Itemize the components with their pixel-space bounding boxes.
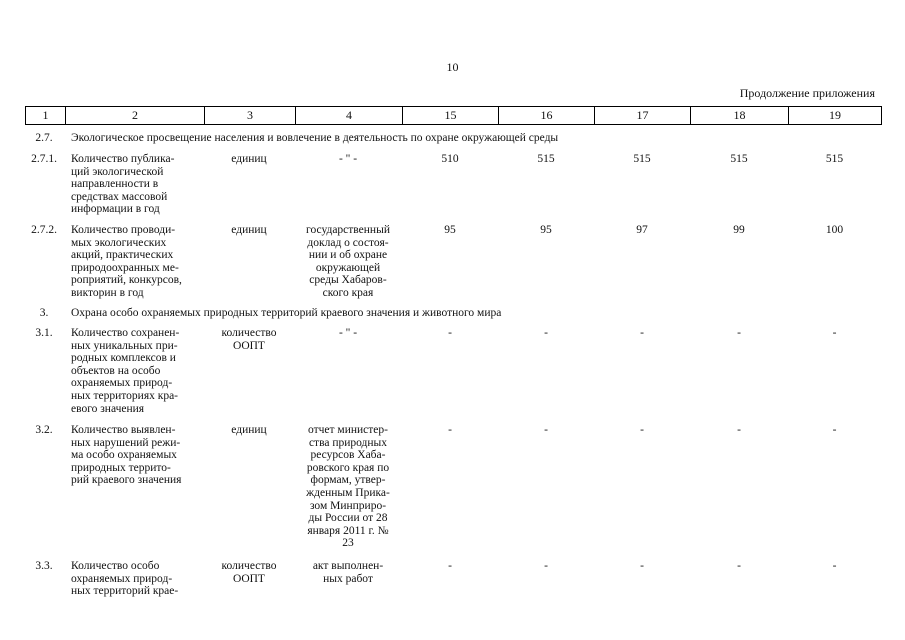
row-number: 3.2. — [35, 424, 53, 436]
unit — [204, 153, 294, 166]
data-source — [296, 224, 400, 300]
text-line: января 2011 г. № — [307, 524, 389, 537]
value-col-19: 100 — [825, 224, 844, 236]
indicator-name — [71, 153, 199, 216]
section-number: 2.7. — [35, 132, 53, 144]
text-line: рий краевого значения — [71, 474, 182, 487]
value-col-19: - — [832, 560, 837, 572]
value-col-17: - — [640, 560, 644, 572]
text-line: ных территорий крае- — [71, 585, 179, 598]
text-line: - " - — [338, 327, 358, 339]
text-line: ды России от 28 — [308, 512, 388, 525]
row-number: 2.7.2. — [31, 224, 57, 236]
text-line: ций экологической — [71, 165, 164, 178]
text-line: ООПТ — [233, 572, 265, 585]
value-col-18: - — [737, 327, 741, 339]
value-col-16: - — [544, 560, 548, 572]
value-col-18: 515 — [730, 153, 748, 165]
column-header: 19 — [789, 107, 882, 125]
text-line: Количество выявлен- — [71, 424, 176, 436]
text-line: окружающей — [315, 261, 381, 274]
column-header: 3 — [205, 107, 296, 125]
value-col-16: 515 — [537, 153, 555, 165]
value-col-15: 510 — [441, 153, 459, 165]
text-line: государственный — [306, 224, 390, 236]
text-line: родных комплексов и — [71, 352, 176, 365]
text-line: единиц — [231, 153, 267, 165]
text-line: ООПТ — [233, 339, 265, 352]
text-line: охраняемых природ- — [71, 377, 173, 390]
text-line: формам, утвер- — [310, 474, 386, 487]
text-line: 23 — [342, 537, 354, 550]
value-col-15: - — [448, 327, 452, 339]
page-number: 10 — [446, 60, 459, 74]
value-col-19: 515 — [825, 153, 844, 165]
text-line: роприятий, конкурсов, — [71, 274, 182, 287]
text-line: количество — [221, 560, 277, 572]
text-line: природоохранных ме- — [71, 261, 179, 274]
text-line: Количество публика- — [71, 153, 175, 165]
text-line: зом Минприро- — [309, 499, 387, 512]
text-line: информации в год — [71, 203, 160, 216]
column-header: 1 — [26, 107, 66, 125]
text-line: акций, практических — [71, 249, 174, 262]
text-line: Количество особо — [71, 560, 160, 572]
value-col-17: - — [640, 424, 644, 436]
indicator-name — [71, 560, 199, 598]
column-header: 4 — [296, 107, 403, 125]
text-line: средствах массовой — [71, 190, 168, 203]
text-line: ровского края по — [306, 461, 390, 474]
data-source — [296, 327, 400, 340]
value-col-18: - — [737, 560, 741, 572]
value-col-15: 95 — [444, 224, 456, 236]
value-col-19: - — [832, 327, 837, 339]
text-line: - " - — [338, 153, 358, 165]
text-line: ных нарушений режи- — [71, 436, 181, 449]
text-line: евого значения — [71, 402, 145, 415]
text-line: объектов на особо — [71, 364, 161, 377]
text-line: количество — [221, 327, 277, 339]
text-line: ского края — [322, 286, 374, 299]
text-line: ных территориях кра- — [71, 389, 179, 402]
column-header: 17 — [595, 107, 691, 125]
unit — [204, 424, 294, 437]
row-number: 3.3. — [35, 560, 53, 572]
column-header: 18 — [691, 107, 789, 125]
text-line: жденным Прика- — [306, 486, 390, 499]
indicator-name — [71, 424, 199, 487]
value-col-16: - — [544, 424, 548, 436]
text-line: Количество проводи- — [71, 224, 176, 236]
text-line: акт выполнен- — [312, 560, 384, 572]
text-line: ных работ — [323, 572, 373, 585]
value-col-16: 95 — [540, 224, 552, 236]
text-line: природных террито- — [71, 461, 171, 474]
value-col-19: - — [832, 424, 837, 436]
column-header-row — [25, 106, 882, 125]
row-number: 3.1. — [35, 327, 53, 339]
text-line: Количество сохранен- — [71, 327, 180, 339]
data-source — [296, 560, 400, 585]
data-source — [296, 153, 400, 166]
text-line: доклад о состоя- — [307, 236, 389, 249]
text-line: единиц — [231, 424, 267, 436]
unit — [204, 224, 294, 237]
column-header: 2 — [66, 107, 205, 125]
value-col-18: 99 — [733, 224, 745, 236]
value-col-17: 97 — [636, 224, 648, 236]
text-line: мых экологических — [71, 236, 167, 249]
continuation-note: Продолжение приложения — [739, 86, 875, 100]
text-line: отчет министер- — [308, 424, 388, 436]
value-col-16: - — [544, 327, 548, 339]
column-header: 15 — [403, 107, 499, 125]
data-source — [296, 424, 400, 550]
text-line: направленности в — [71, 178, 159, 191]
text-line: ства природных — [308, 436, 388, 449]
text-line: единиц — [231, 224, 267, 236]
value-col-17: 515 — [633, 153, 651, 165]
section-title: Экологическое просвещение населения и вовлечение в деятельность по охране окружающей среды — [71, 132, 559, 144]
indicator-name — [71, 224, 199, 300]
text-line: охраняемых природ- — [71, 572, 173, 585]
text-line: викторин в год — [71, 286, 144, 299]
text-line: ма особо охраняемых — [71, 449, 177, 462]
value-col-15: - — [448, 424, 452, 436]
section-number: 3. — [39, 307, 49, 319]
text-line: ресурсов Хаба- — [310, 449, 386, 462]
value-col-15: - — [448, 560, 452, 572]
row-number: 2.7.1. — [31, 153, 57, 165]
value-col-17: - — [640, 327, 644, 339]
unit — [204, 327, 294, 352]
section-title: Охрана особо охраняемых природных территорий краевого значения и животного мира — [71, 307, 502, 319]
indicator-name — [71, 327, 199, 415]
text-line: ных уникальных при- — [71, 339, 178, 352]
value-col-18: - — [737, 424, 741, 436]
text-line: нии и об охране — [308, 249, 388, 262]
column-header: 16 — [499, 107, 595, 125]
unit — [204, 560, 294, 585]
text-line: среды Хабаров- — [309, 274, 387, 287]
